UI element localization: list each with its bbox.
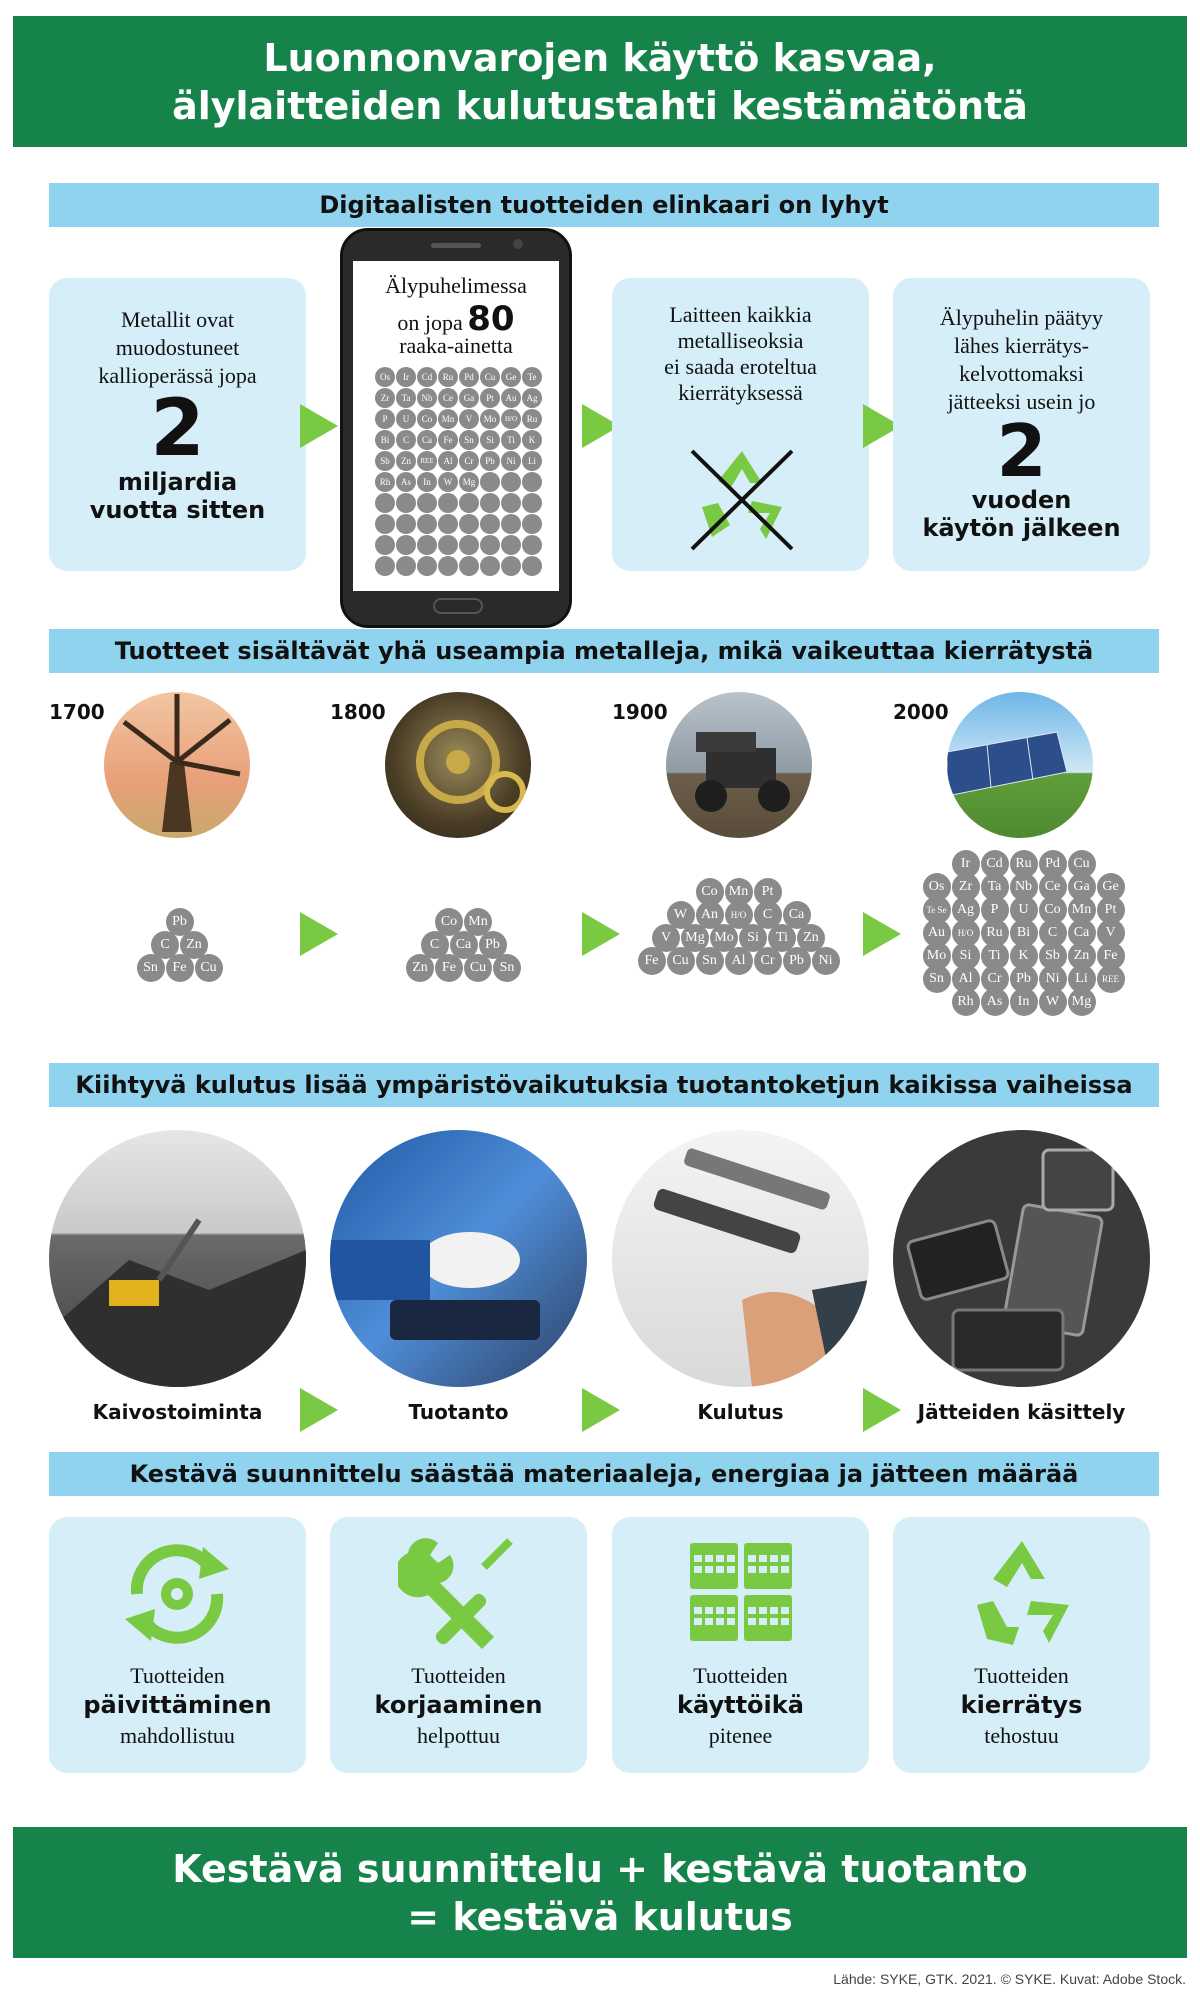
element-symbol: Pb	[166, 908, 194, 936]
element-symbol: Au	[923, 919, 951, 947]
phone-element-dot	[396, 535, 416, 555]
element-symbol: H/O	[725, 901, 753, 929]
phone-element-dot: Ag	[522, 388, 542, 408]
phone-element-dot	[375, 514, 395, 534]
card-alloys-not-separated	[612, 278, 869, 571]
phone-element-dot	[417, 535, 437, 555]
phone-element-dot	[522, 472, 542, 492]
phone-element-dot: Te	[522, 367, 542, 387]
consumption-image	[612, 1130, 869, 1387]
section1-heading: Digitaalisten tuotteiden elinkaari on lyhyt	[49, 183, 1159, 227]
phone-camera	[513, 239, 523, 249]
card-updating-top: Tuotteiden	[130, 1663, 225, 1688]
card-repairing	[330, 1517, 587, 1773]
phone-element-dot: Ge	[501, 367, 521, 387]
element-symbol: Ru	[981, 919, 1009, 947]
element-symbol: Sn	[923, 965, 951, 993]
phone-element-dot: Ce	[438, 388, 458, 408]
header-title-line1: Luonnonvarojen käyttö kasvaa,	[263, 36, 937, 80]
phone-element-dot	[396, 556, 416, 576]
update-cycle-icon	[107, 1539, 247, 1649]
footer-banner	[13, 1827, 1187, 1958]
section3-heading: Kiihtyvä kulutus lisää ympäristövaikutuksia tuotantoketjun kaikissa vaiheissa	[49, 1063, 1159, 1107]
element-symbol: Mg	[1068, 988, 1096, 1016]
element-symbol: Si	[952, 942, 980, 970]
element-symbol: Mn	[464, 908, 492, 936]
calendar-icon	[688, 1539, 794, 1645]
crossed-recycle-icon	[682, 443, 802, 553]
arrow-right-icon	[300, 912, 338, 956]
element-symbol: Ca	[450, 931, 478, 959]
phone-element-dot: Zn	[396, 451, 416, 471]
phone-element-dot	[417, 556, 437, 576]
element-symbol: Fe	[638, 947, 666, 975]
card-repairing-bold: korjaaminen	[374, 1691, 543, 1719]
source-credit: Lähde: SYKE, GTK. 2021. © SYKE. Kuvat: Adobe Stock.	[833, 1971, 1186, 1987]
phone-element-dot	[438, 556, 458, 576]
card-lifespan-top: Tuotteiden	[693, 1663, 788, 1688]
era-1700-element-cluster	[125, 908, 235, 998]
card4-bold1: vuoden	[971, 486, 1072, 514]
element-symbol: Ti	[981, 942, 1009, 970]
card1-line3: kallioperässä jopa	[98, 363, 257, 388]
element-symbol: In	[1010, 988, 1038, 1016]
element-symbol: V	[1097, 919, 1125, 947]
card-lifespan-bold: käyttöikä	[677, 1691, 804, 1719]
phone-element-dot: Ti	[501, 430, 521, 450]
element-symbol: Ce	[1039, 873, 1067, 901]
element-symbol: Zn	[406, 954, 434, 982]
element-symbol: Pd	[1039, 850, 1067, 878]
card1-number: 2	[150, 384, 205, 474]
phone-element-dot	[480, 535, 500, 555]
phone-element-dot: Ga	[459, 388, 479, 408]
section2-heading: Tuotteet sisältävät yhä useampia metalleja, mikä vaikeuttaa kierrätystä	[49, 629, 1159, 673]
element-symbol: Ge	[1097, 873, 1125, 901]
element-symbol: C	[421, 931, 449, 959]
era-2000-element-cluster	[919, 850, 1129, 1050]
phone-element-dot: Ni	[501, 451, 521, 471]
element-symbol: W	[667, 901, 695, 929]
card3-line1: Laitteen kaikkia	[669, 302, 812, 327]
element-symbol: Ca	[783, 901, 811, 929]
phone-element-dot	[501, 535, 521, 555]
phone-element-dot	[459, 493, 479, 513]
footer-line2: = kestävä kulutus	[407, 1895, 793, 1939]
element-symbol: Pt	[754, 878, 782, 906]
phone-element-dot	[459, 514, 479, 534]
section4-heading: Kestävä suunnittelu säästää materiaaleja, energiaa ja jätteen määrää	[49, 1452, 1159, 1496]
element-symbol: C	[754, 901, 782, 929]
header-title-line2: älylaitteiden kulutustahti kestämätöntä	[172, 84, 1028, 128]
element-symbol: V	[652, 924, 680, 952]
phone-element-dot: Au	[501, 388, 521, 408]
element-symbol: C	[1039, 919, 1067, 947]
phone-element-dot: Ta	[396, 388, 416, 408]
stage-label-waste: Jätteiden käsittely	[917, 1400, 1126, 1424]
header-banner	[13, 16, 1187, 147]
element-symbol: Bi	[1010, 919, 1038, 947]
phone-home-button	[433, 598, 483, 614]
phone-element-dot	[375, 535, 395, 555]
tools-icon	[398, 1533, 518, 1653]
stage-label-production: Tuotanto	[408, 1400, 509, 1424]
card-updating	[49, 1517, 306, 1773]
element-symbol: Os	[923, 873, 951, 901]
windmill-image	[104, 692, 250, 838]
phone-element-dot: Nb	[417, 388, 437, 408]
phone-element-dot: P	[375, 409, 395, 429]
element-symbol: Zn	[797, 924, 825, 952]
card4-number: 2	[996, 409, 1047, 493]
phone-text-line3: raaka-ainetta	[399, 333, 513, 358]
card-updating-bold: päivittäminen	[83, 1691, 272, 1719]
phone-element-dot: Cr	[459, 451, 479, 471]
waste-handling-image	[893, 1130, 1150, 1387]
card1-bold2: vuotta sitten	[89, 496, 266, 524]
element-symbol: Pb	[783, 947, 811, 975]
era-1800-element-cluster	[409, 908, 519, 998]
element-symbol: Pt	[1097, 896, 1125, 924]
card1-line1: Metallit ovat	[120, 307, 235, 332]
phone-element-dot	[501, 472, 521, 492]
phone-element-dot	[459, 535, 479, 555]
element-symbol: Ag	[952, 896, 980, 924]
element-symbol: Pb	[1010, 965, 1038, 993]
phone-element-dot: Pb	[480, 451, 500, 471]
stage-label-mining: Kaivostoiminta	[92, 1400, 263, 1424]
card3-line4: kierrätyksessä	[678, 380, 803, 405]
element-symbol: REE	[1097, 965, 1125, 993]
element-symbol: Mg	[681, 924, 709, 952]
phone-element-dot	[501, 556, 521, 576]
phone-element-dot: Mn	[438, 409, 458, 429]
element-symbol: Al	[952, 965, 980, 993]
element-symbol: Cu	[464, 954, 492, 982]
footer-line1: Kestävä suunnittelu + kestävä tuotanto	[172, 1847, 1028, 1891]
phone-element-dot: Ca	[417, 430, 437, 450]
element-symbol: Zn	[180, 931, 208, 959]
phone-element-dot: U	[396, 409, 416, 429]
phone-element-dot: In	[417, 472, 437, 492]
phone-number: 80	[467, 299, 515, 339]
element-symbol: Cu	[195, 954, 223, 982]
element-symbol: As	[981, 988, 1009, 1016]
phone-element-dot: Zr	[375, 388, 395, 408]
era-year-1800: 1800	[330, 700, 386, 724]
element-symbol: C	[151, 931, 179, 959]
element-symbol: Zr	[952, 873, 980, 901]
phone-element-grid	[375, 367, 545, 583]
phone-element-dot	[396, 514, 416, 534]
element-symbol: Nb	[1010, 873, 1038, 901]
element-symbol: Zn	[1068, 942, 1096, 970]
element-symbol: Mn	[725, 878, 753, 906]
element-symbol: Ir	[952, 850, 980, 878]
phone-element-dot: W	[438, 472, 458, 492]
phone-element-dot: Pd	[459, 367, 479, 387]
element-symbol: Mn	[1068, 896, 1096, 924]
element-symbol: Fe	[166, 954, 194, 982]
phone-element-dot: Rh	[375, 472, 395, 492]
phone-element-dot	[522, 556, 542, 576]
phone-element-dot: Ru	[438, 367, 458, 387]
element-symbol: Ni	[1039, 965, 1067, 993]
element-symbol: Cr	[981, 965, 1009, 993]
phone-element-dot: Cu	[480, 367, 500, 387]
element-symbol: Fe	[1097, 942, 1125, 970]
element-symbol: Ga	[1068, 873, 1096, 901]
era-year-1900: 1900	[612, 700, 668, 724]
phone-element-dot: Os	[375, 367, 395, 387]
card4-line3: kelvottomaksi	[959, 361, 1084, 386]
card4-line1: Älypuhelin päätyy	[939, 305, 1104, 330]
card1-bold1: miljardia	[117, 468, 238, 496]
phone-element-dot: V	[459, 409, 479, 429]
industrial-machinery-image	[385, 692, 531, 838]
card-recycling	[893, 1517, 1150, 1773]
card-metals-age	[49, 278, 306, 571]
card-recycling-bold: kierrätys	[960, 1691, 1083, 1719]
phone-element-dot: Mo	[480, 409, 500, 429]
phone-element-dot: Cd	[417, 367, 437, 387]
phone-element-dot: Co	[417, 409, 437, 429]
element-symbol: Si	[739, 924, 767, 952]
smartphone-illustration	[340, 228, 572, 628]
phone-element-dot: Ir	[396, 367, 416, 387]
card-recycling-top: Tuotteiden	[974, 1663, 1069, 1688]
card3-line2: metalliseoksia	[677, 328, 804, 353]
phone-element-dot: Bi	[375, 430, 395, 450]
element-symbol: Fe	[435, 954, 463, 982]
phone-element-dot	[501, 514, 521, 534]
arrow-right-icon	[300, 404, 338, 448]
element-symbol: Ca	[1068, 919, 1096, 947]
phone-element-dot	[375, 556, 395, 576]
element-symbol: Co	[696, 878, 724, 906]
element-symbol: Sn	[137, 954, 165, 982]
element-symbol: Te Se	[923, 896, 951, 924]
phone-element-dot	[480, 556, 500, 576]
card1-line2: muodostuneet	[115, 335, 240, 360]
element-symbol: Cu	[667, 947, 695, 975]
phone-element-dot	[396, 493, 416, 513]
card-repairing-top: Tuotteiden	[411, 1663, 506, 1688]
phone-element-dot: Mg	[459, 472, 479, 492]
arrow-right-icon	[863, 912, 901, 956]
element-symbol: W	[1039, 988, 1067, 1016]
phone-text-line1: Älypuhelimessa	[385, 273, 527, 298]
phone-element-dot: REE	[417, 451, 437, 471]
phone-element-dot	[438, 535, 458, 555]
era-year-2000: 2000	[893, 700, 949, 724]
element-symbol: Ni	[812, 947, 840, 975]
phone-element-dot	[480, 472, 500, 492]
element-symbol: Co	[1039, 896, 1067, 924]
element-symbol: H/O	[952, 919, 980, 947]
element-symbol: Mo	[923, 942, 951, 970]
element-symbol: Pb	[479, 931, 507, 959]
phone-element-dot	[459, 556, 479, 576]
phone-element-dot	[522, 514, 542, 534]
era-1900-element-cluster	[634, 878, 844, 998]
card-recycling-bottom: tehostuu	[984, 1723, 1059, 1748]
element-symbol: Ti	[768, 924, 796, 952]
phone-element-dot	[438, 514, 458, 534]
phone-element-dot	[417, 514, 437, 534]
phone-element-dot: C	[396, 430, 416, 450]
element-symbol: Rh	[952, 988, 980, 1016]
phone-element-dot	[438, 493, 458, 513]
solar-panel-image	[947, 692, 1093, 838]
phone-element-dot	[375, 493, 395, 513]
phone-element-dot	[522, 535, 542, 555]
element-symbol: An	[696, 901, 724, 929]
element-symbol: Mo	[710, 924, 738, 952]
element-symbol: Li	[1068, 965, 1096, 993]
element-symbol: Ru	[1010, 850, 1038, 878]
phone-element-dot: Pt	[480, 388, 500, 408]
phone-element-dot: Si	[480, 430, 500, 450]
element-symbol: Sn	[493, 954, 521, 982]
stage-label-consumption: Kulutus	[697, 1400, 784, 1424]
element-symbol: Al	[725, 947, 753, 975]
element-symbol: Co	[435, 908, 463, 936]
phone-element-dot: H/O	[501, 409, 521, 429]
phone-element-dot: Sn	[459, 430, 479, 450]
phone-element-dot: Li	[522, 451, 542, 471]
phone-element-dot	[480, 493, 500, 513]
element-symbol: Sb	[1039, 942, 1067, 970]
phone-element-dot: Sb	[375, 451, 395, 471]
phone-element-dot: Ru	[522, 409, 542, 429]
card-repairing-bottom: helpottuu	[416, 1723, 501, 1748]
recycle-icon	[963, 1535, 1081, 1653]
card3-line3: ei saada eroteltua	[664, 354, 817, 379]
card4-bold2: käytön jälkeen	[922, 514, 1121, 542]
element-symbol: P	[981, 896, 1009, 924]
element-symbol: Cd	[981, 850, 1009, 878]
phone-element-dot	[417, 493, 437, 513]
era-year-1700: 1700	[49, 700, 105, 724]
card4-line2: lähes kierrätys-	[954, 333, 1089, 358]
phone-element-dot	[522, 493, 542, 513]
phone-screen	[353, 261, 559, 591]
element-symbol: Cu	[1068, 850, 1096, 878]
element-symbol: K	[1010, 942, 1038, 970]
card-waste-after-2-years	[893, 278, 1150, 571]
phone-element-dot: Al	[438, 451, 458, 471]
phone-element-dot: K	[522, 430, 542, 450]
card-updating-bottom: mahdollistuu	[120, 1723, 235, 1748]
phone-element-dot: As	[396, 472, 416, 492]
element-symbol: U	[1010, 896, 1038, 924]
card-lifespan-bottom: pitenee	[708, 1723, 773, 1748]
phone-text-line2: on jopa	[397, 310, 463, 335]
arrow-right-icon	[582, 912, 620, 956]
element-symbol: Sn	[696, 947, 724, 975]
phone-element-dot: Fe	[438, 430, 458, 450]
phone-element-dot	[480, 514, 500, 534]
card4-line4: jätteeksi usein jo	[947, 389, 1096, 414]
element-symbol: Cr	[754, 947, 782, 975]
vintage-car-image	[666, 692, 812, 838]
phone-speaker	[431, 243, 481, 248]
card-lifespan	[612, 1517, 869, 1773]
phone-element-dot	[501, 493, 521, 513]
manufacturing-image	[330, 1130, 587, 1387]
element-symbol: Ta	[981, 873, 1009, 901]
mining-image	[49, 1130, 306, 1387]
